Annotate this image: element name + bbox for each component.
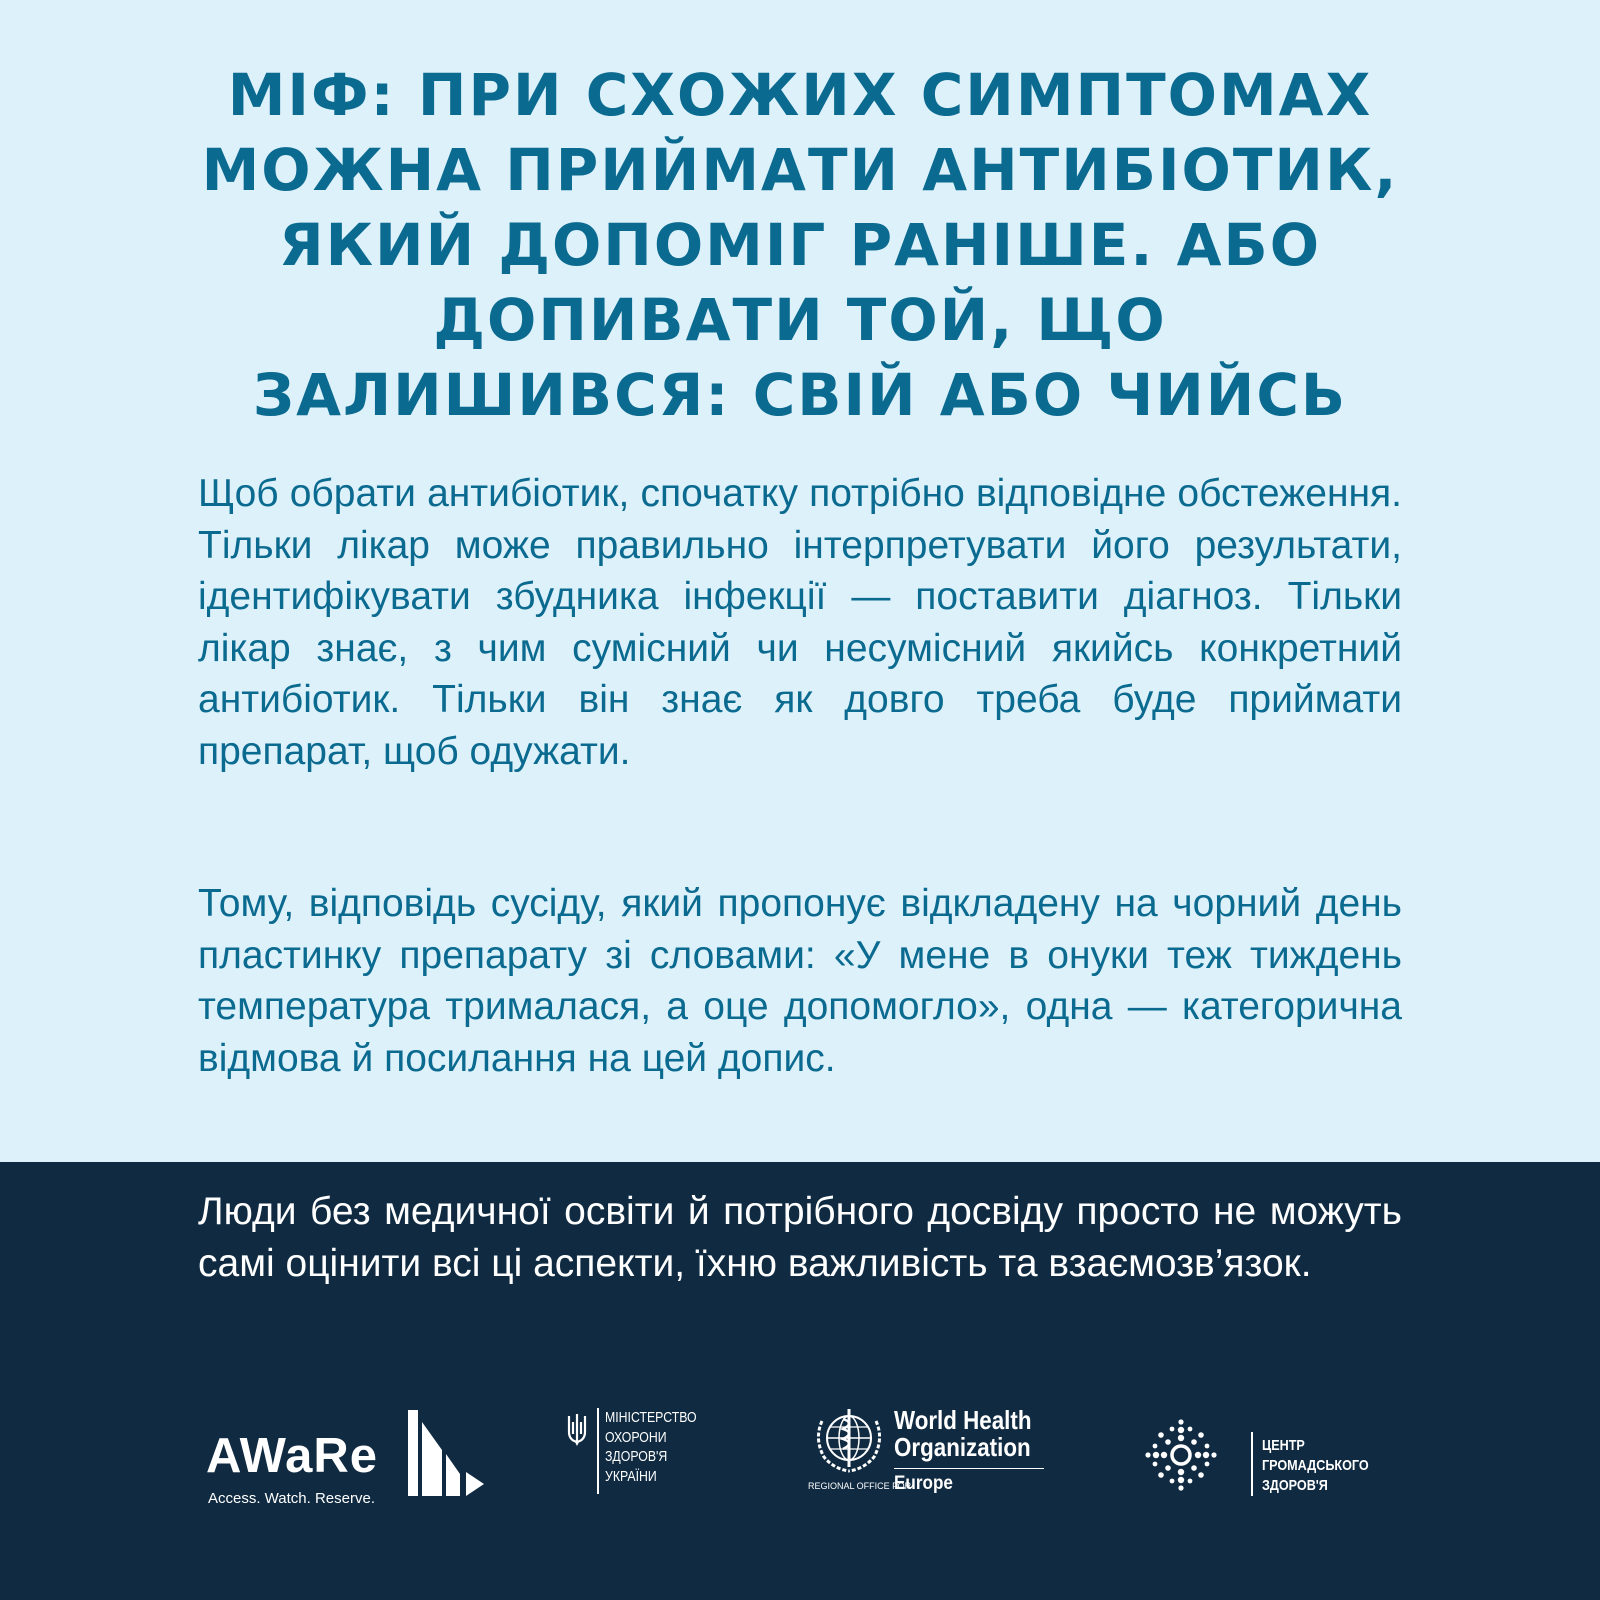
flower-dot [1153,1452,1159,1458]
flower-dot [1158,1432,1164,1438]
center-name-line: ЗДОРОВ'Я [1262,1477,1328,1494]
flower-dot [1178,1477,1184,1483]
flower-dot [1170,1479,1175,1484]
who-region-name: Europe [894,1473,953,1494]
flower-dot [1165,1439,1171,1445]
center-name-line: ЦЕНТР [1262,1437,1305,1454]
flower-dot [1161,1452,1167,1458]
myth-title [150,58,1450,433]
flower-dot [1198,1432,1204,1438]
who-name-line: Organization [894,1432,1031,1462]
flower-dot [1205,1462,1210,1467]
flower-dot [1178,1419,1183,1424]
ministry-divider [597,1408,599,1494]
flower-dot [1153,1462,1158,1467]
center-name-line: ГРОМАДСЬКОГО [1262,1457,1369,1474]
flower-dot [1178,1485,1183,1490]
who-region-label: REGIONAL OFFICE FOR [808,1481,912,1491]
center-divider [1251,1432,1253,1496]
flower-dot [1145,1452,1150,1457]
body-paragraph-neighbor: Тому, відповідь сусіду, який пропонує відкладену на чорний день пластинку препарату зі словами: «У мене в онуки теж тиждень температура трималася, а оце допомогло», одна — категорична відмова й посилання на цей допис. [198,882,1402,1080]
public-health-center-logo [1145,1410,1405,1510]
who-europe-logo [808,1405,1048,1505]
flower-dot [1178,1427,1184,1433]
flower-dot [1191,1465,1197,1471]
flower-dot [1191,1439,1197,1445]
flower-dot [1178,1469,1184,1475]
flower-dot [1170,1427,1175,1432]
flower-dot [1203,1452,1209,1458]
flower-dot [1188,1427,1193,1432]
aware-tagline: Access. Watch. Reserve. [208,1490,375,1507]
ministry-name [605,1408,717,1486]
body-paragraph-diagnosis: Щоб обрати антибіотик, спочатку потрібно відповідне обстеження. Тільки лікар може правильно інтерпретувати його результати, ідентифікувати збудника інфекції — поставити діагноз. Тільки лікар знає, з чим сумісний чи несумісний якийсь конкретний антибіотик. Тільки він знає як довго треба буде приймати препарат, щоб одужати. [198,472,1402,773]
trident-icon [566,1412,588,1446]
who-underline [894,1468,1044,1469]
footer-statement: Люди без медичної освіти й потрібного досвіду просто не можуть самі оцінити всі ці аспекти, їхню важливість та взаємозв’язок. [198,1190,1402,1285]
aware-wordmark: AWaRe [206,1429,379,1483]
who-name-line: World Health [894,1405,1032,1435]
partner-logos [0,1400,1600,1510]
title-line: МОЖНА ПРИЙМАТИ АНТИБІОТИК, [201,136,1399,204]
ministry-name-line: ОХОРОНИ [605,1428,667,1446]
dotted-flower-icon [1145,1410,1217,1500]
flower-dot [1188,1479,1193,1484]
title-line: ЗАЛИШИВСЯ: СВІЙ АБО ЧИЙСЬ [252,361,1348,429]
ministry-name-line: ЗДОРОВ'Я [605,1448,668,1465]
ministry-name-line: МІНІСТЕРСТВО [605,1409,697,1426]
who-name [894,1407,1054,1461]
flower-dot [1198,1472,1204,1478]
flower-dot [1195,1452,1201,1458]
flower-dot [1211,1452,1216,1457]
flower-dot [1165,1465,1171,1471]
ministry-of-health-logo [566,1408,726,1508]
flower-dot [1205,1444,1210,1449]
title-line: ДОПИВАТИ ТОЙ, ЩО [433,286,1167,354]
aware-logo [206,1410,486,1510]
center-name [1262,1436,1389,1496]
title-line: МІФ: ПРИ СХОЖИХ СИМПТОМАХ [227,61,1373,129]
aware-chevron-icon [408,1410,486,1500]
flower-dot [1153,1444,1158,1449]
who-emblem-icon [808,1405,890,1475]
ministry-name-line: УКРАЇНИ [605,1467,657,1485]
title-line: ЯКИЙ ДОПОМІГ РАНІШЕ. АБО [278,211,1321,279]
flower-dot [1178,1435,1184,1441]
flower-dot [1158,1472,1164,1478]
